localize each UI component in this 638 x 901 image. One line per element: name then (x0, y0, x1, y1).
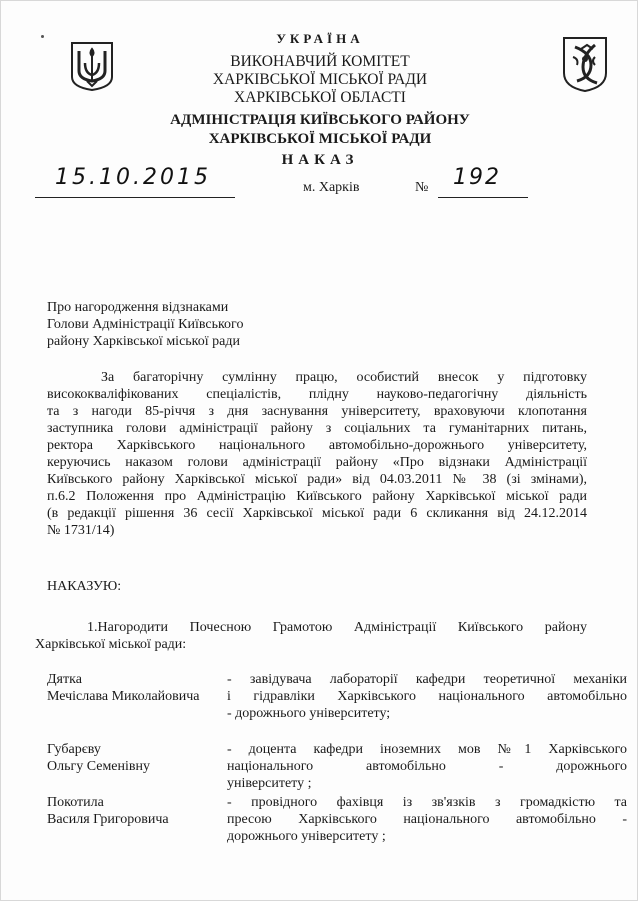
subject-line: Голови Адміністрації Київського (47, 317, 244, 332)
number-label: № (415, 180, 429, 195)
recipient-given-names: Василя Григоровича (47, 812, 169, 827)
recipient-entry (47, 671, 627, 725)
description-line: університету ; (227, 776, 312, 791)
recipient-description (227, 671, 627, 722)
committee-line-3: ХАРКІВСЬКОЇ ОБЛАСТІ (234, 89, 406, 106)
preamble-line: ректора Харківського національного автомобільно-дорожнього університету, (47, 438, 587, 453)
item-1-line: Харківської міської ради: (35, 637, 187, 652)
country-heading: УКРАЇНА (276, 31, 364, 46)
subject-line: Про нагородження відзнаками (47, 300, 229, 315)
item-1-line: 1.Нагородити Почесною Грамотою Адміністрації Київського району (87, 620, 587, 635)
recipient-name (47, 741, 237, 775)
description-line: - завідувача лабораторії кафедри теоретичної механіки (227, 672, 627, 687)
preamble-line: керуючись наказом голови адміністрації району «Про відзнаки Адміністрації (47, 455, 587, 470)
committee-line-2: ХАРКІВСЬКОЇ МІСЬКОЇ РАДИ (212, 71, 428, 88)
preamble-line: № 1731/14) (47, 523, 115, 538)
administration-line-1: АДМІНІСТРАЦІЯ КИЇВСЬКОГО РАЙОНУ (170, 112, 470, 128)
resolve-heading: НАКАЗУЮ: (47, 579, 122, 594)
recipient-entry (47, 741, 627, 795)
recipient-name (47, 794, 237, 828)
preamble-paragraph (47, 369, 587, 539)
preamble-line: висококваліфікованих спеціалістів, плідну науково-педагогічну діяльність (47, 387, 587, 402)
city-label: м. Харків (303, 180, 360, 195)
recipient-given-names: Мечіслава Миколайовича (47, 689, 200, 704)
preamble-line: заступника голови адміністрації району з соціальних та гуманітарних питань, (47, 421, 587, 436)
handwritten-date: 15.10.2015 (55, 165, 211, 190)
description-line: - провідного фахівця із зв'язків з громадкістю та (227, 795, 627, 810)
recipient-given-names: Ольгу Семенівну (47, 759, 151, 774)
item-1-paragraph (35, 619, 587, 653)
description-line: - доцента кафедри іноземних мов №1 Харківського (227, 742, 627, 757)
description-line: - дорожнього університету; (227, 706, 391, 721)
recipient-name (47, 671, 237, 705)
order-subject (47, 299, 243, 350)
preamble-line: п.6.2 Положення про Адміністрацію Київського району Харківської міської ради (47, 489, 587, 504)
recipient-surname: Покотила (47, 795, 104, 810)
recipient-entry (47, 794, 627, 848)
committee-line-1: ВИКОНАВЧИЙ КОМІТЕТ (230, 53, 410, 70)
preamble-line: За багаторічну сумлінну працю, особистий внесок у підготовку (101, 370, 587, 385)
subject-line: району Харківської міської ради (47, 334, 240, 349)
description-line: дорожнього університету ; (227, 829, 386, 844)
preamble-line: Київського району Харківської міської ради» від 04.03.2011 № 38 (зі змінами), (47, 472, 587, 487)
recipient-surname: Губарєву (47, 742, 101, 757)
preamble-line: (в редакції рішення 36 сесії Харківської міської ради 6 скликання від 24.12.2014 (47, 506, 587, 521)
preamble-line: та з нагоди 85-річчя з дня заснування університету, враховуючи клопотання (47, 404, 587, 419)
document-type: НАКАЗ (281, 152, 359, 168)
description-line: пресою Харківського національного автомобільно - (227, 812, 627, 827)
handwritten-number: 192 (453, 165, 501, 190)
description-line: і гідравліки Харківського національного автомобільно (227, 689, 627, 704)
recipient-surname: Дятка (47, 672, 82, 687)
recipient-description (227, 794, 627, 845)
description-line: національного автомобільно - дорожнього (227, 759, 627, 774)
administration-line-2: ХАРКІВСЬКОЇ МІСЬКОЇ РАДИ (208, 131, 432, 147)
recipient-description (227, 741, 627, 792)
